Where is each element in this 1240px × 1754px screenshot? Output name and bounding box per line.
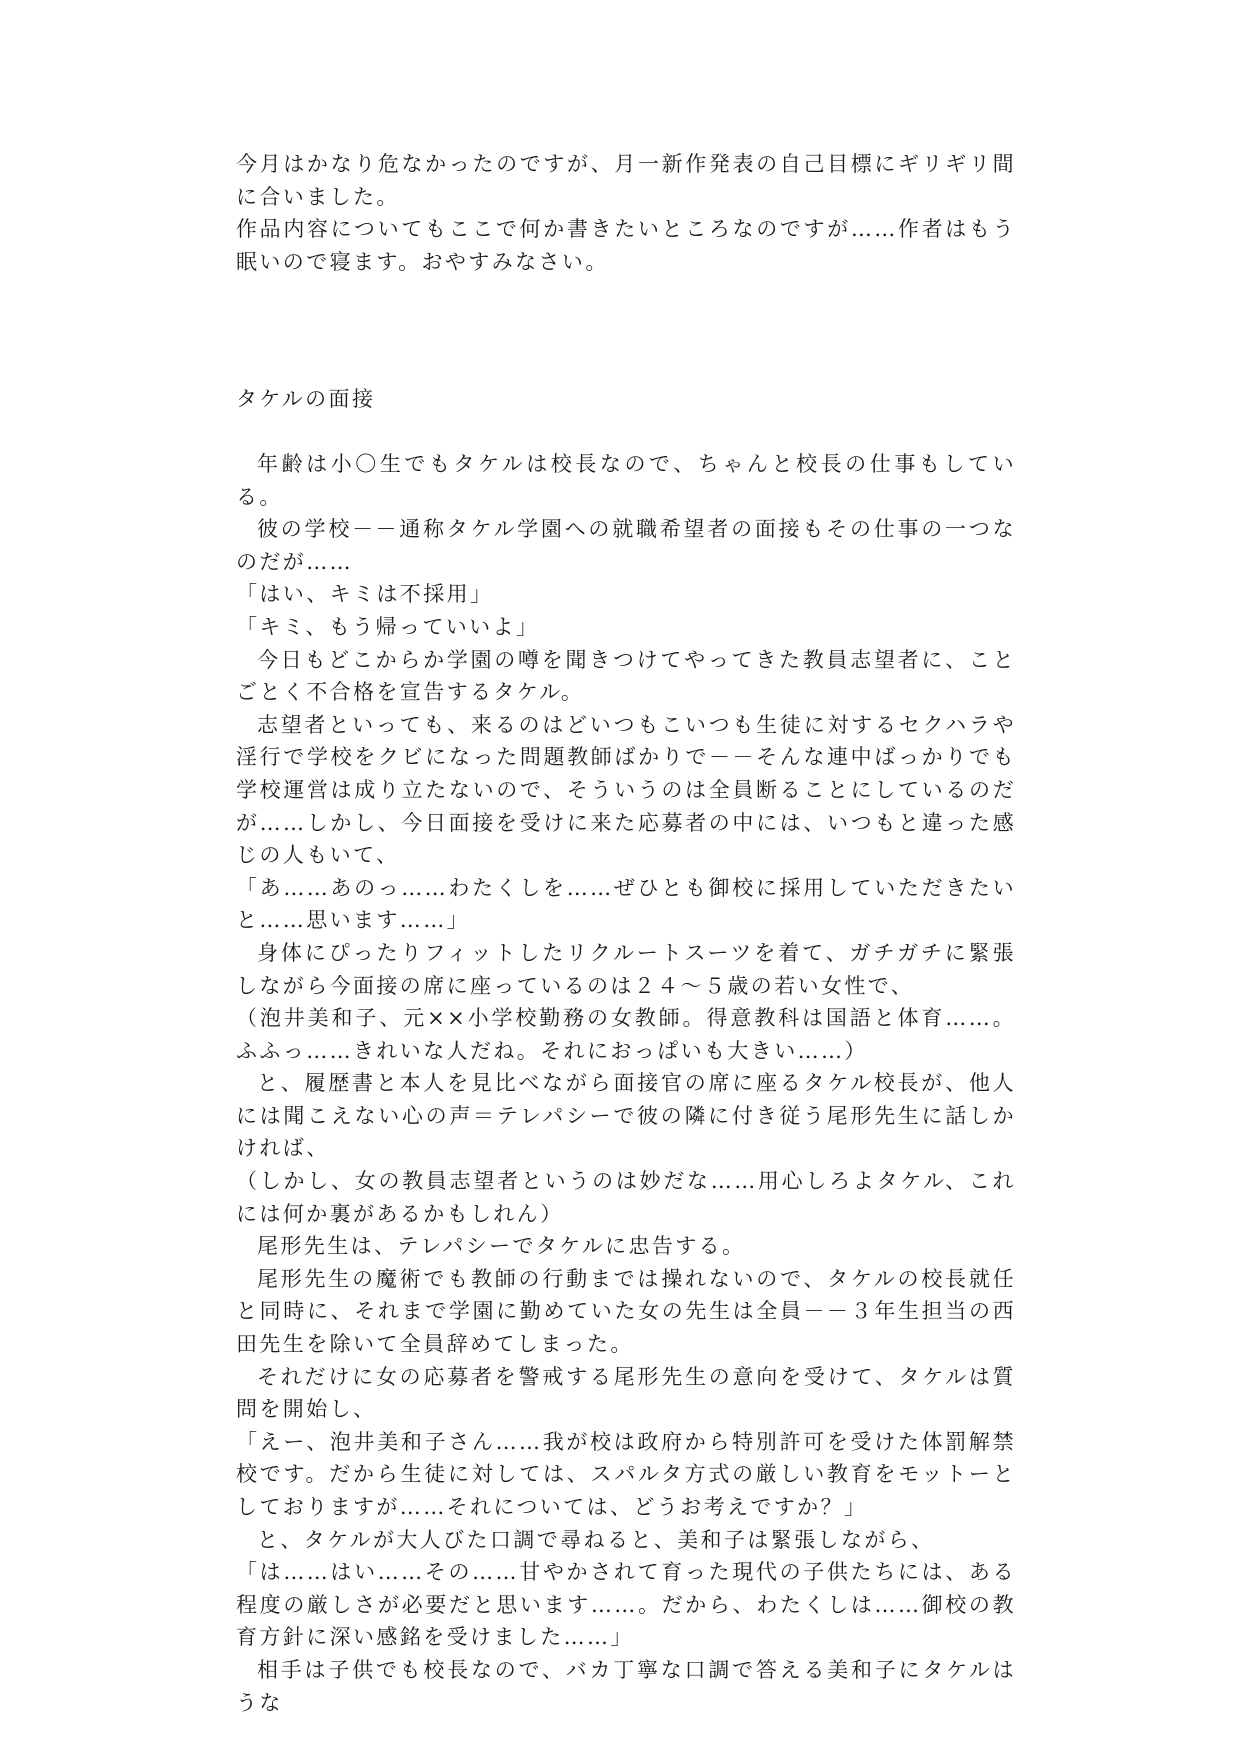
- story-paragraph: 志望者といっても、来るのはどいつもこいつも生徒に対するセクハラや淫行で学校をクビになった問題教師ばかりで－－そんな連中ばっかりでも学校運営は成り立たないので、そういうのは全員断ることにしているのだが……しかし、今日面接を受けに来た応募者の中には、いつもと違った感じの人もいて、: [236, 712, 1016, 868]
- story-paragraph: 彼の学校－－通称タケル学園への就職希望者の面接もその仕事の一つなのだが……: [236, 517, 1016, 574]
- story-body: [236, 448, 1016, 1719]
- story-paragraph: それだけに女の応募者を警戒する尾形先生の意向を受けて、タケルは質問を開始し、: [236, 1364, 1016, 1422]
- author-note: [236, 148, 1016, 278]
- story-thought: （泡井美和子、元××小学校勤務の女教師。得意教科は国語と体育……。ふふっ……きれいな人だね。それにおっぱいも大きい……）: [236, 1006, 1016, 1063]
- story-dialogue: 「キミ、もう帰っていいよ」: [236, 614, 540, 639]
- story-paragraph: 相手は子供でも校長なので、バカ丁寧な口調で答える美和子にタケルはうな: [236, 1657, 1016, 1715]
- document-page: [236, 0, 1016, 1754]
- story-dialogue: 「あ……あのっ……わたくしを……ぜひとも御校に採用していただきたいと……思います……」: [236, 875, 1016, 933]
- author-note-paragraph: 今月はかなり危なかったのですが、月一新作発表の自己目標にギリギリ間に合いました。: [236, 152, 1016, 209]
- story-title: タケルの面接: [236, 387, 376, 411]
- story-dialogue: 「えー、泡井美和子さん……我が校は政府から特別許可を受けた体罰解禁校です。だから生徒に対しては、スパルタ方式の厳しい教育をモットーとしておりますが……それについては、どうお考えですか？」: [236, 1429, 1016, 1519]
- story-paragraph: 年齢は小〇生でもタケルは校長なので、ちゃんと校長の仕事もしている。: [236, 452, 1016, 509]
- story-dialogue: 「はい、キミは不採用」: [236, 582, 494, 607]
- story-dialogue: 「は……はい……その……甘やかされて育った現代の子供たちには、ある程度の厳しさが必要だと思います……。だから、わたくしは……御校の教育方針に深い感銘を受けました……」: [236, 1560, 1016, 1650]
- story-paragraph: 尾形先生の魔術でも教師の行動までは操れないので、タケルの校長就任と同時に、それまで学園に勤めていた女の先生は全員－－３年生担当の西田先生を除いて全員辞めてしまった。: [236, 1266, 1016, 1357]
- author-note-paragraph: 作品内容についてもここで何か書きたいところなのですが……作者はもう眠いので寝ます。おやすみなさい。: [236, 217, 1016, 274]
- story-paragraph: 今日もどこからか学園の噂を聞きつけてやってきた教員志望者に、ことごとく不合格を宣告するタケル。: [236, 647, 1016, 705]
- story-paragraph: と、タケルが大人びた口調で尋ねると、美和子は緊張しながら、: [257, 1527, 935, 1552]
- story-paragraph: 身体にぴったりフィットしたリクルートスーツを着て、ガチガチに緊張しながら今面接の席に座っているのは２４～５歳の若い女性で、: [236, 940, 1016, 998]
- story-paragraph: 尾形先生は、テレパシーでタケルに忠告する。: [257, 1234, 746, 1259]
- story-paragraph: と、履歴書と本人を見比べながら面接官の席に座るタケル校長が、他人には聞こえない心の声＝テレパシーで彼の隣に付き従う尾形先生に話しかければ、: [236, 1071, 1016, 1161]
- story-thought: （しかし、女の教員志望者というのは妙だな……用心しろよタケル、これには何か裏があるかもしれん）: [236, 1169, 1016, 1226]
